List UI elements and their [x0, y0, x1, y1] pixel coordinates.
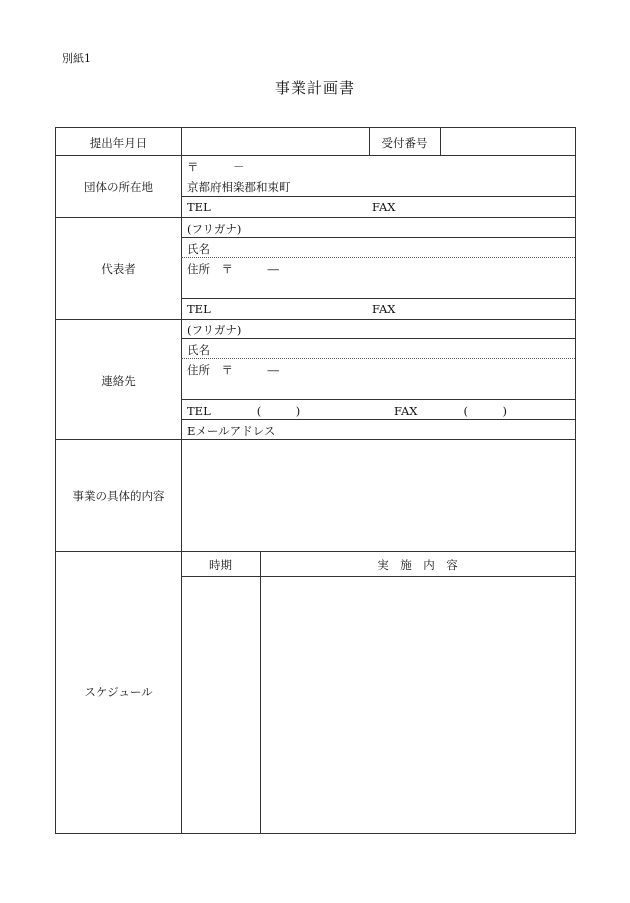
row-subdivider: [181, 298, 575, 299]
organization-address-label: 団体の所在地: [84, 180, 153, 194]
schedule-details-header: 実 施 内 容: [377, 558, 458, 572]
row-divider: [56, 319, 575, 320]
label-column-divider: [181, 128, 182, 834]
reception-divider-right: [440, 128, 441, 155]
submission-date-field[interactable]: [183, 129, 367, 153]
business-content-field[interactable]: [183, 441, 573, 549]
contact-address-label: 住所 〒 ―: [187, 363, 279, 377]
schedule-details-field[interactable]: [262, 578, 573, 832]
schedule-column-divider: [260, 551, 261, 834]
business-content-label: 事業の具体的内容: [72, 489, 165, 503]
contact-tel-label: TEL ( ): [187, 404, 301, 418]
document-title: 事業計画書: [274, 79, 355, 97]
schedule-period-field[interactable]: [183, 578, 258, 832]
row-divider: [56, 217, 575, 218]
plan-form: [55, 127, 576, 834]
org-tel-label: TEL: [187, 200, 211, 214]
row-subdivider: [181, 419, 575, 420]
org-fax-label: FAX: [372, 200, 396, 214]
org-postal-code: 〒 －: [187, 160, 245, 174]
row-subdivider: [181, 237, 575, 238]
rep-fax-label: FAX: [372, 302, 396, 316]
row-subdivider: [181, 196, 575, 197]
row-divider: [56, 155, 575, 156]
row-dotted-divider: [181, 257, 575, 258]
row-divider: [56, 439, 575, 440]
schedule-label: スケジュール: [84, 685, 153, 699]
row-subdivider: [181, 399, 575, 400]
submission-date-label: 提出年月日: [89, 136, 148, 150]
annex-label: 別紙1: [62, 52, 91, 65]
rep-address-label: 住所 〒 ―: [187, 262, 279, 276]
contact-fax-label: FAX ( ): [394, 404, 507, 418]
contact-furigana-label: (フリガナ): [187, 323, 242, 337]
contact-name-label: 氏名: [187, 343, 210, 357]
representative-label: 代表者: [101, 262, 136, 276]
row-subdivider: [181, 338, 575, 339]
reception-number-field[interactable]: [442, 129, 574, 153]
row-dotted-divider: [181, 358, 575, 359]
schedule-period-header: 時期: [209, 558, 232, 572]
rep-name-label: 氏名: [187, 242, 210, 256]
reception-number-label: 受付番号: [381, 136, 428, 150]
contact-email-label: Eメールアドレス: [187, 424, 276, 438]
rep-tel-label: TEL: [187, 302, 211, 316]
rep-furigana-label: (フリガナ): [187, 222, 242, 236]
row-divider: [56, 551, 575, 552]
contact-label: 連絡先: [101, 374, 136, 388]
schedule-header-divider: [181, 576, 575, 577]
org-address-text: 京都府相楽郡和束町: [187, 180, 291, 194]
